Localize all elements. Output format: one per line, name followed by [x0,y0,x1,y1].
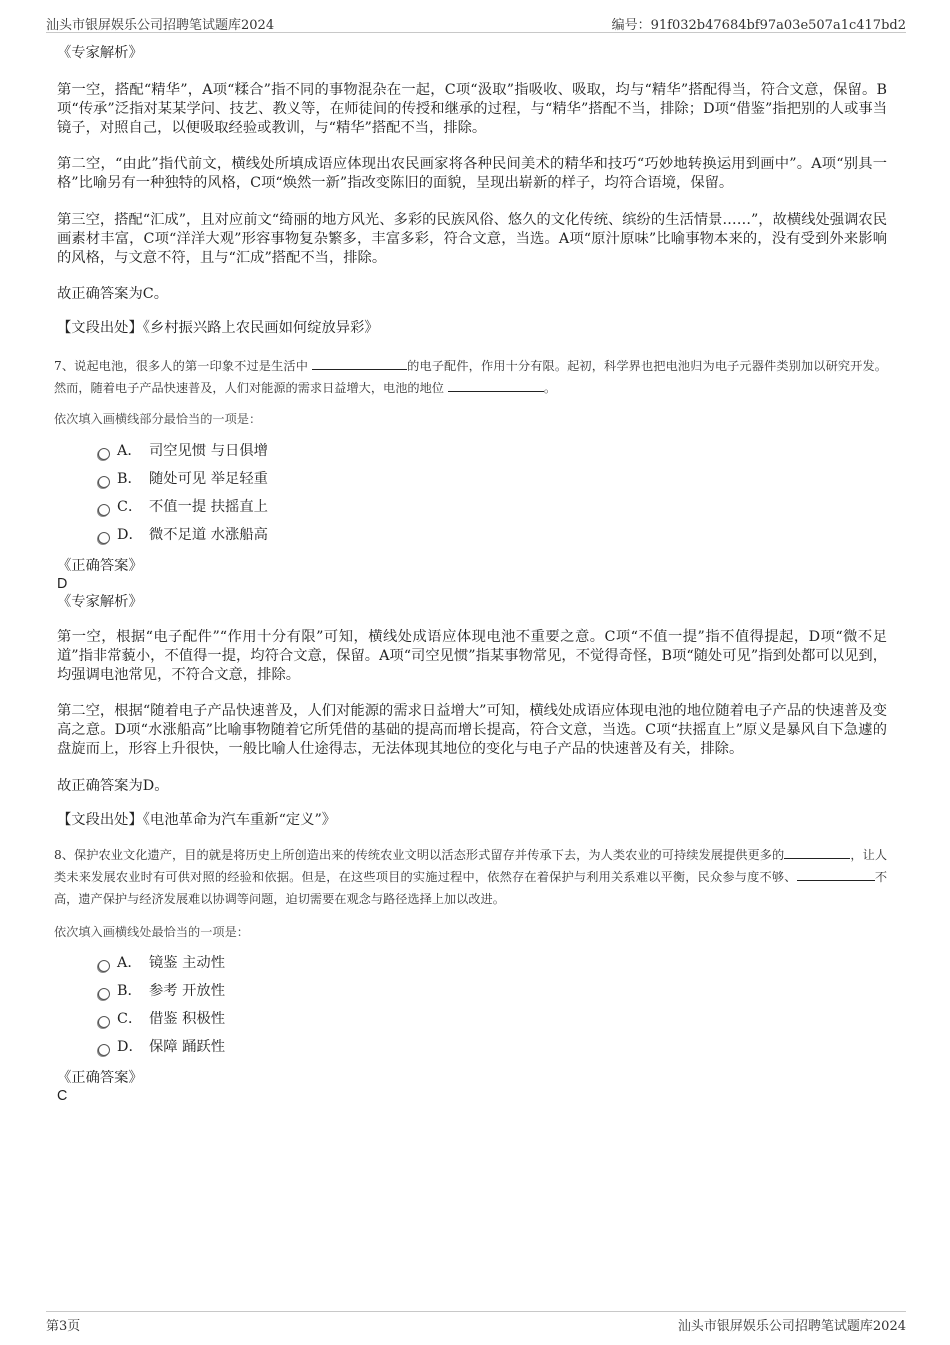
q6-analysis-paragraph: 第三空，搭配“汇成”，且对应前文“绮丽的地方风光、多彩的民族风俗、悠久的文化传统、缤纷的生活情景……”，故横线处强调农民画素材丰富，C项“洋洋大观”形容事物复杂繁多，丰富多彩，符合文意，当选。A项“原汁原味”比喻事物本来的，没有受到外来影响的风格，与文意不符，且与“汇成”搭配不当，排除。 [57,212,887,266]
radio-icon[interactable] [98,532,110,544]
q8-answer: C [57,1088,68,1104]
radio-icon[interactable] [98,504,110,516]
header-title: 汕头市银屏娱乐公司招聘笔试题库2024 [46,18,275,33]
q7-answer-label: 《正确答案》 [57,558,143,574]
q8-option-b[interactable]: B． 参考 开放性 [57,981,887,1009]
page-number: 第3页 [46,1319,81,1334]
q7-blank-2 [448,379,544,392]
q6-source: 【文段出处】《乡村振兴路上农民画如何绽放异彩》 [57,320,379,336]
radio-icon[interactable] [98,960,110,972]
q7-instruction: 依次填入画横线部分最恰当的一项是： [54,412,262,426]
q8-instruction: 依次填入画横线处最恰当的一项是： [54,925,249,939]
radio-icon[interactable] [98,1016,110,1028]
q8-option-a[interactable]: A． 镜鉴 主动性 [57,953,887,981]
page-footer [46,1311,906,1334]
q6-conclusion: 故正确答案为C。 [57,286,169,302]
q7-option-b[interactable]: B． 随处可见 举足轻重 [57,469,887,497]
q7-analysis-paragraph: 第二空，根据“随着电子产品快速普及，人们对能源的需求日益增大”可知，横线处成语应体现电池的地位随着电子产品的快速普及变高之意。D项“水涨船高”比喻事物随着它所凭借的基础的提高而增长提高，符合文意，当选。C项“扶摇直上”原义是暴风自下急遽的盘旋而上，形容上升很快，一般比喻人仕途得志，无法体现其地位的变化与电子产品的快速普及有关，排除。 [57,703,887,757]
q6-analysis-label: 《专家解析》 [57,45,143,61]
q8-blank-2 [797,868,875,881]
q7-options [57,441,887,553]
q7-answer: D [57,576,68,592]
q8-blank-1 [784,846,850,859]
q8-options [57,953,887,1065]
q7-source: 【文段出处】《电池革命为汽车重新“定义”》 [57,812,337,828]
page-content [54,44,888,1105]
radio-icon[interactable] [98,1044,110,1056]
q7-conclusion: 故正确答案为D。 [57,778,169,794]
q8-answer-label: 《正确答案》 [57,1070,143,1086]
q7-option-d[interactable]: D． 微不足道 水涨船高 [57,525,887,553]
q8-option-d[interactable]: D． 保障 踊跃性 [57,1037,887,1065]
q8-question: 8、保护农业文化遗产，目的就是将历史上所创造出来的传统农业文明以活态形式留存并传承下去，为人类农业的可持续发展提供更多的 ，让人类未来发展农业时有可供对照的经验和依据。但是，在这些项目的实施过程中，依然存在着保护与利用关系难以平衡，民众参与度不够、 不高，遗产保护与经济发展难以协调等问题，迫切需要在观念与路径选择上加以改进。 [54,848,888,906]
footer-title: 汕头市银屏娱乐公司招聘笔试题库2024 [677,1319,906,1334]
q6-analysis-paragraph: 第一空，搭配“精华”，A项“糅合”指不同的事物混杂在一起，C项“汲取”指吸收、吸取，均与“精华”搭配得当，符合文意，保留。B项“传承”泛指对某某学问、技艺、教义等，在师徒间的传授和继承的过程，与“精华”搭配不当，排除；D项“借鉴”指把别的人或事当镜子，对照自己，以便吸取经验或教训，与“精华”搭配不当，排除。 [57,82,887,136]
q7-analysis-paragraph: 第一空，根据“电子配件”“作用十分有限”可知，横线处成语应体现电池不重要之意。C项“不值一提”指不值得提起，D项“微不足道”指非常藐小，不值得一提，均符合文意，保留。A项“司空见惯”指某事物常见，不觉得奇怪，B项“随处可见”指到处都可以见到，均强调电池常见，不符合文意，排除。 [57,629,887,683]
radio-icon[interactable] [98,476,110,488]
q7-question: 7、说起电池，很多人的第一印象不过是生活中 的电子配件，作用十分有限。起初，科学界也把电池归为电子元器件类别加以研究开发。然而，随着电子产品快速普及，人们对能源的需求日益增大，电池的地位 。 [54,359,887,395]
q7-option-a[interactable]: A． 司空见惯 与日俱增 [57,441,887,469]
q7-analysis-label: 《专家解析》 [57,594,143,610]
page-header [46,12,906,33]
document-id: 编号：91f032b47684bf97a03e507a1c417bd2 [611,18,906,33]
radio-icon[interactable] [98,988,110,1000]
q8-option-c[interactable]: C． 借鉴 积极性 [57,1009,887,1037]
q6-analysis-paragraph: 第二空，“由此”指代前文，横线处所填成语应体现出农民画家将各种民间美术的精华和技巧“巧妙地转换运用到画中”。A项“别具一格”比喻另有一种独特的风格，C项“焕然一新”指改变陈旧的面貌，呈现出崭新的样子，均符合语境，保留。 [57,156,887,191]
q7-blank-1 [312,357,407,370]
q7-option-c[interactable]: C． 不值一提 扶摇直上 [57,497,887,525]
radio-icon[interactable] [98,448,110,460]
